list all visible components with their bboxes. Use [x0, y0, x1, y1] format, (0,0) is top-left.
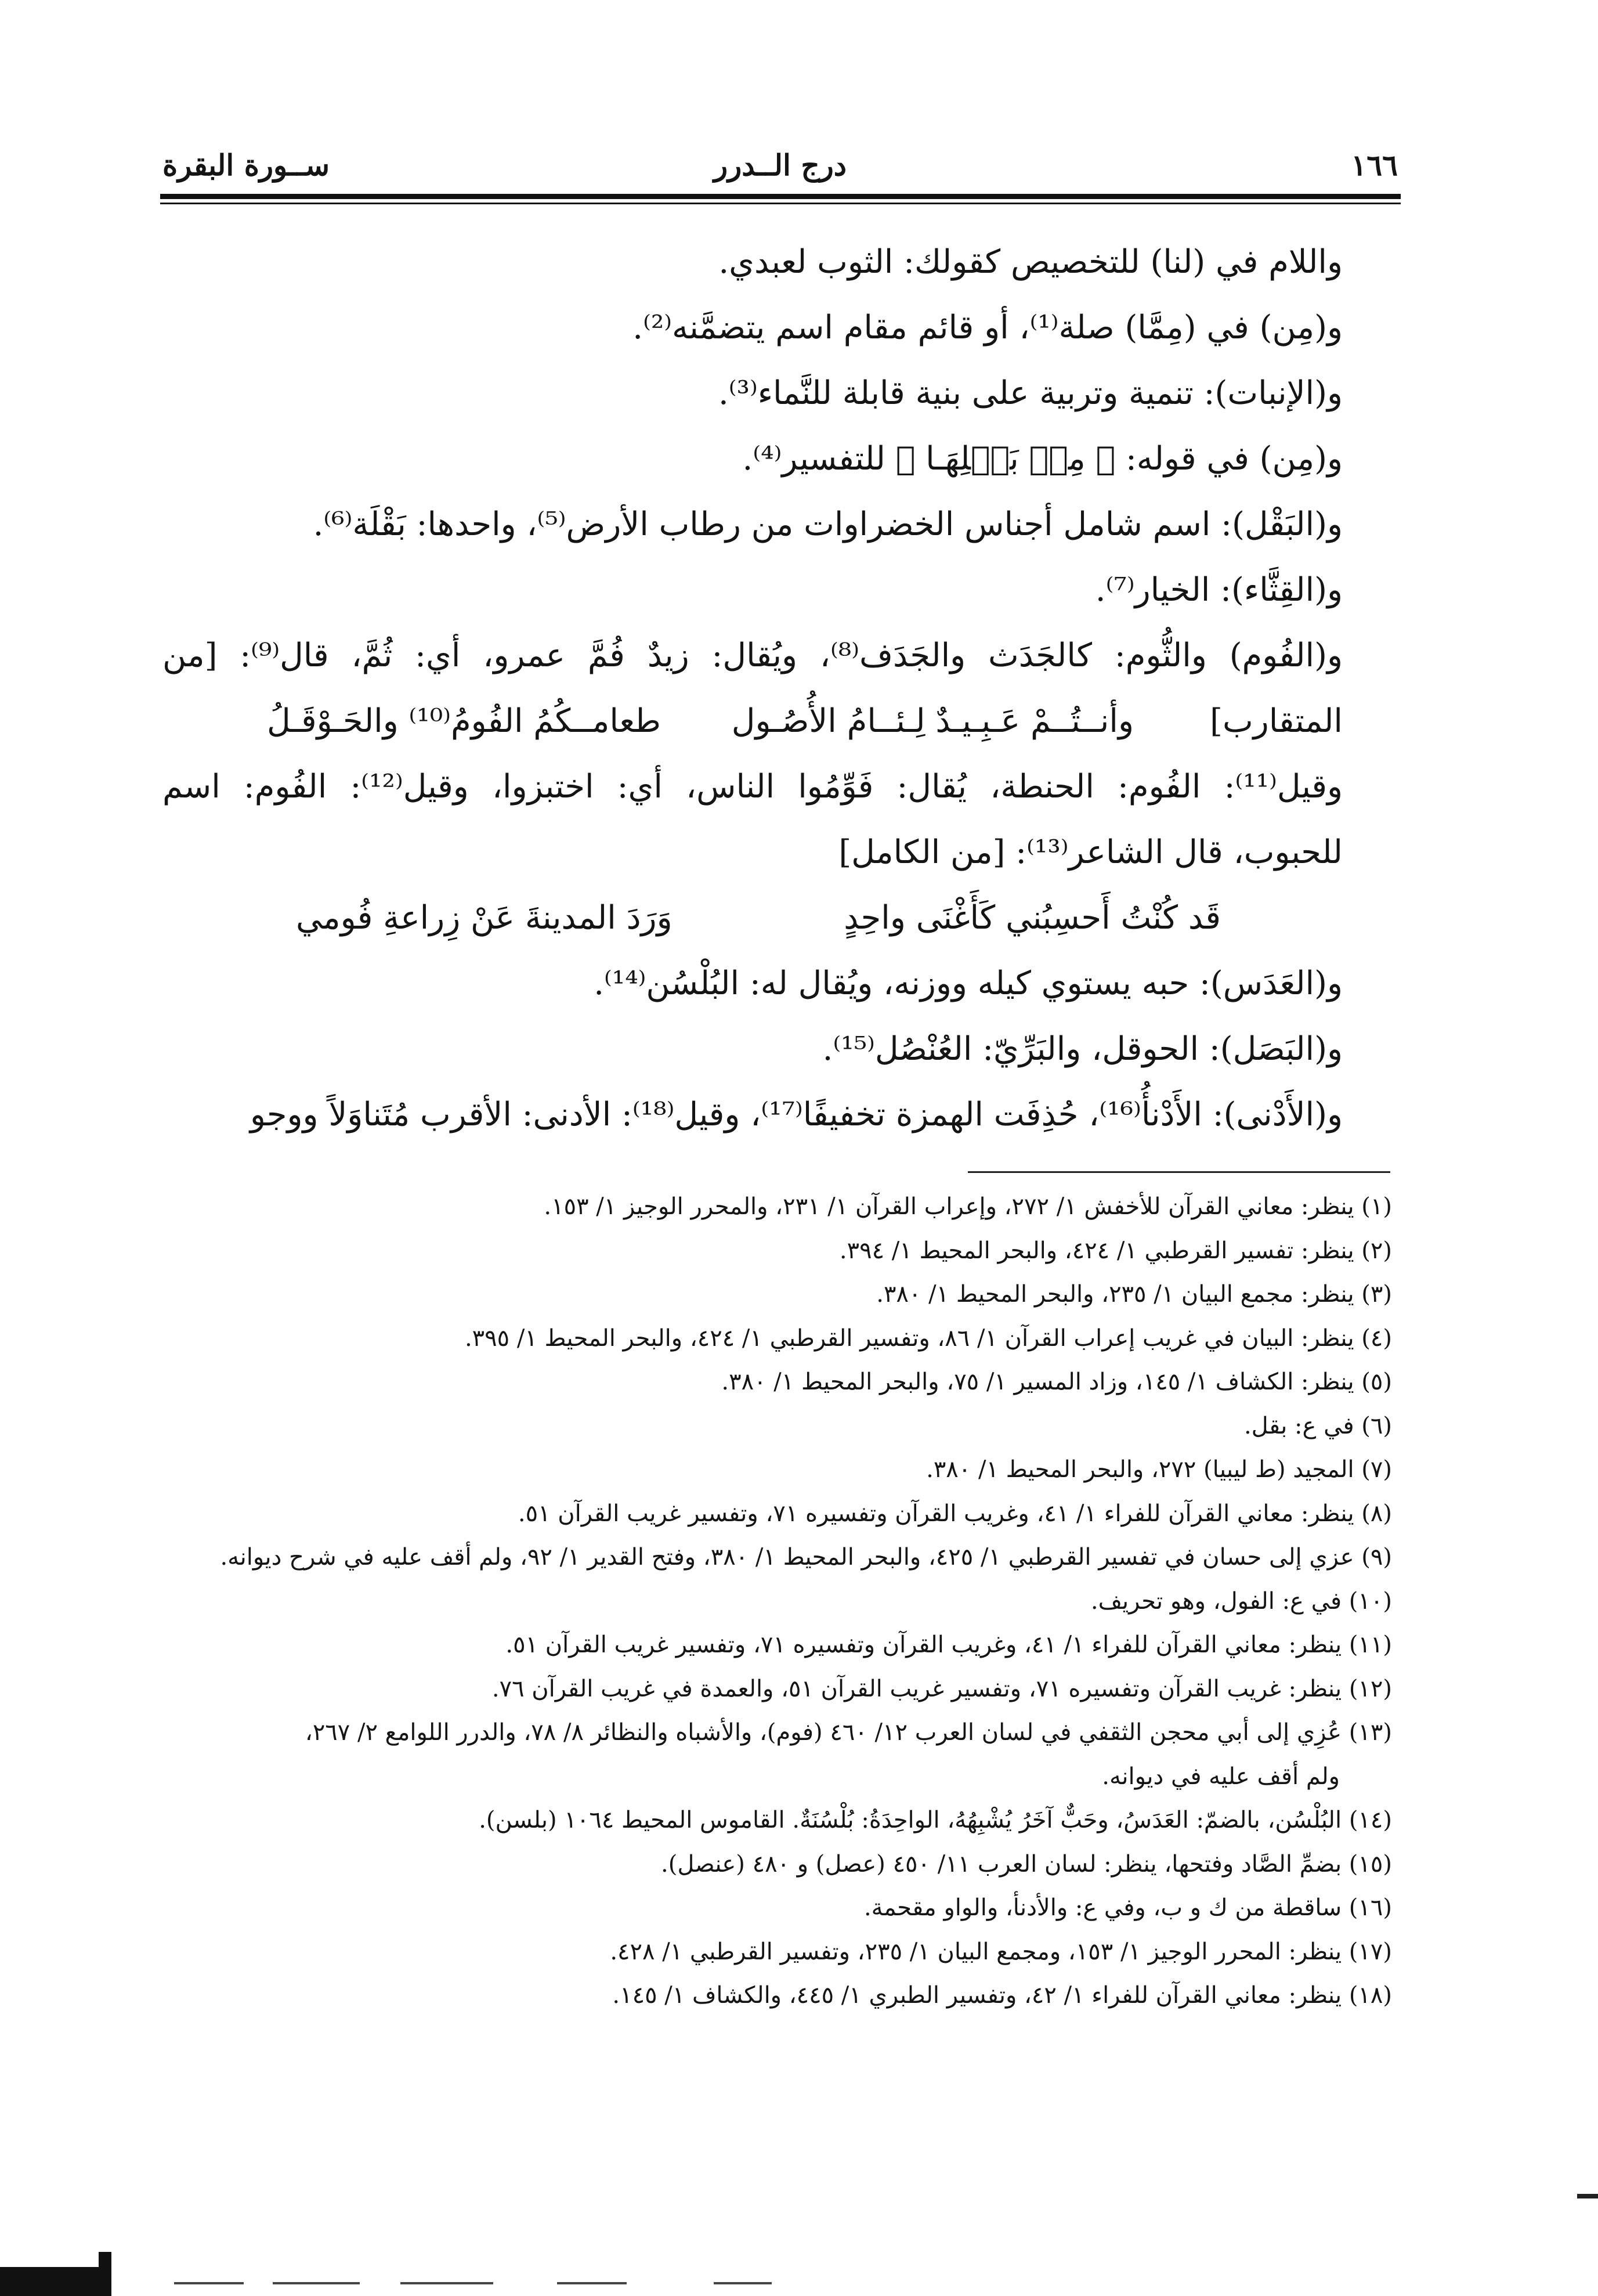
text-line: و(البَصَل): الحوقل، والبَرِّيّ: العُنْصُل⁽¹⁵⁾. — [822, 1030, 1343, 1068]
header-rule-thick — [160, 194, 1401, 199]
footnote: (١٣) عُزِي إلى أبي محجن الثقفي في لسان العرب ١٢/ ٤٦٠ (فوم)، والأشباه والنظائر ٨/ ٧٨، والدرر اللوامع ٢/ ٢٦٧، — [305, 1719, 1392, 1746]
scan-dash — [557, 2282, 627, 2284]
footnote: (٧) المجيد (ط ليبيا) ٢٧٢، والبحر المحيط ١/ ٣٨٠. — [926, 1456, 1392, 1483]
scan-corner-block — [0, 2267, 109, 2296]
text-line: للحبوب، قال الشاعر⁽¹³⁾: [من الكامل] — [838, 833, 1343, 871]
footnote: (١) ينظر: معاني القرآن للأخفش ١/ ٢٧٢، وإعراب القرآن ١/ ٢٣١، والمحرر الوجيز ١/ ١٥٣. — [544, 1193, 1392, 1220]
footnote: (٤) ينظر: البيان في غريب إعراب القرآن ١/ ٨٦، وتفسير القرطبي ١/ ٤٢٤، والبحر المحيط ١/ ٣٩٥. — [464, 1324, 1392, 1352]
footnote-continuation: ولم أقف عليه في ديوانه. — [1102, 1763, 1340, 1790]
footnote: (٨) ينظر: معاني القرآن للفراء ١/ ٤١، وغريب القرآن وتفسيره ٧١، وتفسير غريب القرآن ٥١. — [518, 1500, 1392, 1527]
footnote: (١٧) ينظر: المحرر الوجيز ١/ ١٥٣، ومجمع البيان ١/ ٢٣٥، وتفسير القرطبي ١/ ٤٢٨. — [610, 1938, 1392, 1965]
text-line: و(الإنبات): تنمية وتربية على بنية قابلة للنَّماء⁽³⁾. — [718, 374, 1343, 412]
text-line: و(الفُوم) والثُّوم: كالجَدَث والجَدَف⁽⁸⁾، ويُقال: زيدٌ فُمَّ عمرو، أي: ثُمَّ، قال⁽⁹⁾: [من المتقارب] — [162, 637, 1343, 740]
poetry-verse — [162, 688, 1343, 754]
text-line: و(الأَدْنى): الأَدْنأُ⁽¹⁶⁾، حُذِفَت الهمزة تخفيفًا⁽¹⁷⁾، وقيل⁽¹⁸⁾: الأدنى: الأقرب مُتَناوَلاً ووجو — [250, 1096, 1343, 1133]
verse-second-hemistich: طعامــكُمُ الفُومُ⁽¹⁰⁾ والحَـوْقَـلُ — [267, 702, 661, 740]
footnote: (١٢) ينظر: غريب القرآن وتفسيره ٧١، وتفسير غريب القرآن ٥١، والعمدة في غريب القرآن ٧٦. — [491, 1675, 1392, 1702]
poetry-verse — [162, 885, 1343, 951]
text-line: و(القِثَّاء): الخيار⁽⁷⁾. — [1095, 571, 1343, 609]
text-line: و(البَقْل): اسم شامل أجناس الخضراوات من رطاب الأرض⁽⁵⁾، واحدها: بَقْلَة⁽⁶⁾. — [313, 506, 1343, 543]
footnote: (٩) عزي إلى حسان في تفسير القرطبي ١/ ٤٢٥، والبحر المحيط ١/ ٣٨٠، وفتح القدير ١/ ٩٢، ولم أقف عليه في شرح ديوانه. — [220, 1544, 1392, 1571]
scan-dash — [273, 2282, 360, 2284]
page-number: ١٦٦ — [1351, 148, 1398, 182]
footnote: (١١) ينظر: معاني القرآن للفراء ١/ ٤١، وغريب القرآن وتفسيره ٧١، وتفسير غريب القرآن ٥١. — [505, 1631, 1392, 1658]
scan-edge-mark — [1577, 2194, 1598, 2198]
scan-dash — [400, 2282, 493, 2284]
scan-dash — [174, 2282, 244, 2284]
footnote: (٣) ينظر: مجمع البيان ١/ ٢٣٥، والبحر المحيط ١/ ٣٨٠. — [876, 1281, 1392, 1308]
book-title: درج الــدرر — [713, 148, 847, 182]
footnote: (١٥) بضمِّ الصَّاد وفتحها، ينظر: لسان العرب ١١/ ٤٥٠ (عصل) و ٤٨٠ (عنصل). — [661, 1850, 1392, 1878]
text-line: و(العَدَس): حبه يستوي كيله ووزنه، ويُقال له: البُلْسُن⁽¹⁴⁾. — [594, 965, 1343, 1002]
main-text — [162, 229, 1343, 1147]
footnote: (١٤) البُلْسُن، بالضمّ: العَدَسُ، وحَبٌّ آخَرُ يُشْبِهُهُ، الواحِدَةُ: بُلْسُنَةٌ. القاموس المحيط ١٠٦٤ (بلسن). — [479, 1807, 1392, 1833]
footnote: (٥) ينظر: الكشاف ١/ ١٤٥، وزاد المسير ١/ ٧٥، والبحر المحيط ١/ ٣٨٠. — [721, 1369, 1392, 1395]
text-line: واللام في (لنا) للتخصيص كقولك: الثوب لعبدي. — [718, 243, 1343, 281]
text-line: و(مِن) في (مِمَّا) صلة⁽¹⁾، أو قائم مقام اسم يتضمَّنه⁽²⁾. — [632, 309, 1343, 346]
footnote: (١٨) ينظر: معاني القرآن للفراء ١/ ٤٢، وتفسير الطبري ١/ ٤٤٥، والكشاف ١/ ١٤٥. — [612, 1982, 1392, 2009]
footnote: (١٠) في ع: الفول، وهو تحريف. — [1090, 1587, 1392, 1615]
verse-first-hemistich: قَد كُنْتُ أَحسِبُني كَأَغْنَى واحِدٍ — [844, 899, 1221, 937]
text-line: و(مِن) في قوله: ﴿ مِنۢ بَقۡلِهَـا ﴾ للتفسير⁽⁴⁾. — [742, 440, 1343, 478]
scan-dash — [714, 2282, 772, 2284]
footnote-separator — [968, 1171, 1390, 1173]
surah-name: ســورة البقرة — [162, 148, 330, 182]
scan-corner-stub — [99, 2252, 111, 2296]
header-rule-thin — [160, 203, 1401, 204]
footnote: (٦) في ع: بقل. — [1243, 1412, 1392, 1439]
running-header — [162, 148, 1398, 192]
verse-second-hemistich: وَرَدَ المدينةَ عَنْ زِراعةِ فُومي — [296, 899, 673, 937]
footnote: (١٦) ساقطة من ك و ب، وفي ع: والأدنأ، والواو مقحمة. — [863, 1894, 1392, 1921]
footnote: (٢) ينظر: تفسير القرطبي ١/ ٤٢٤، والبحر المحيط ١/ ٣٩٤. — [839, 1237, 1392, 1264]
text-line: وقيل⁽¹¹⁾: الفُوم: الحنطة، يُقال: فَوِّمُوا الناس، أي: اختبزوا، وقيل⁽¹²⁾: الفُوم: اسم — [162, 768, 1343, 806]
footnotes — [197, 1185, 1392, 2018]
verse-first-hemistich: وأنــتُــمْ عَـبِـيـدٌ لِـئــامُ الأُصُـول — [731, 702, 1134, 740]
